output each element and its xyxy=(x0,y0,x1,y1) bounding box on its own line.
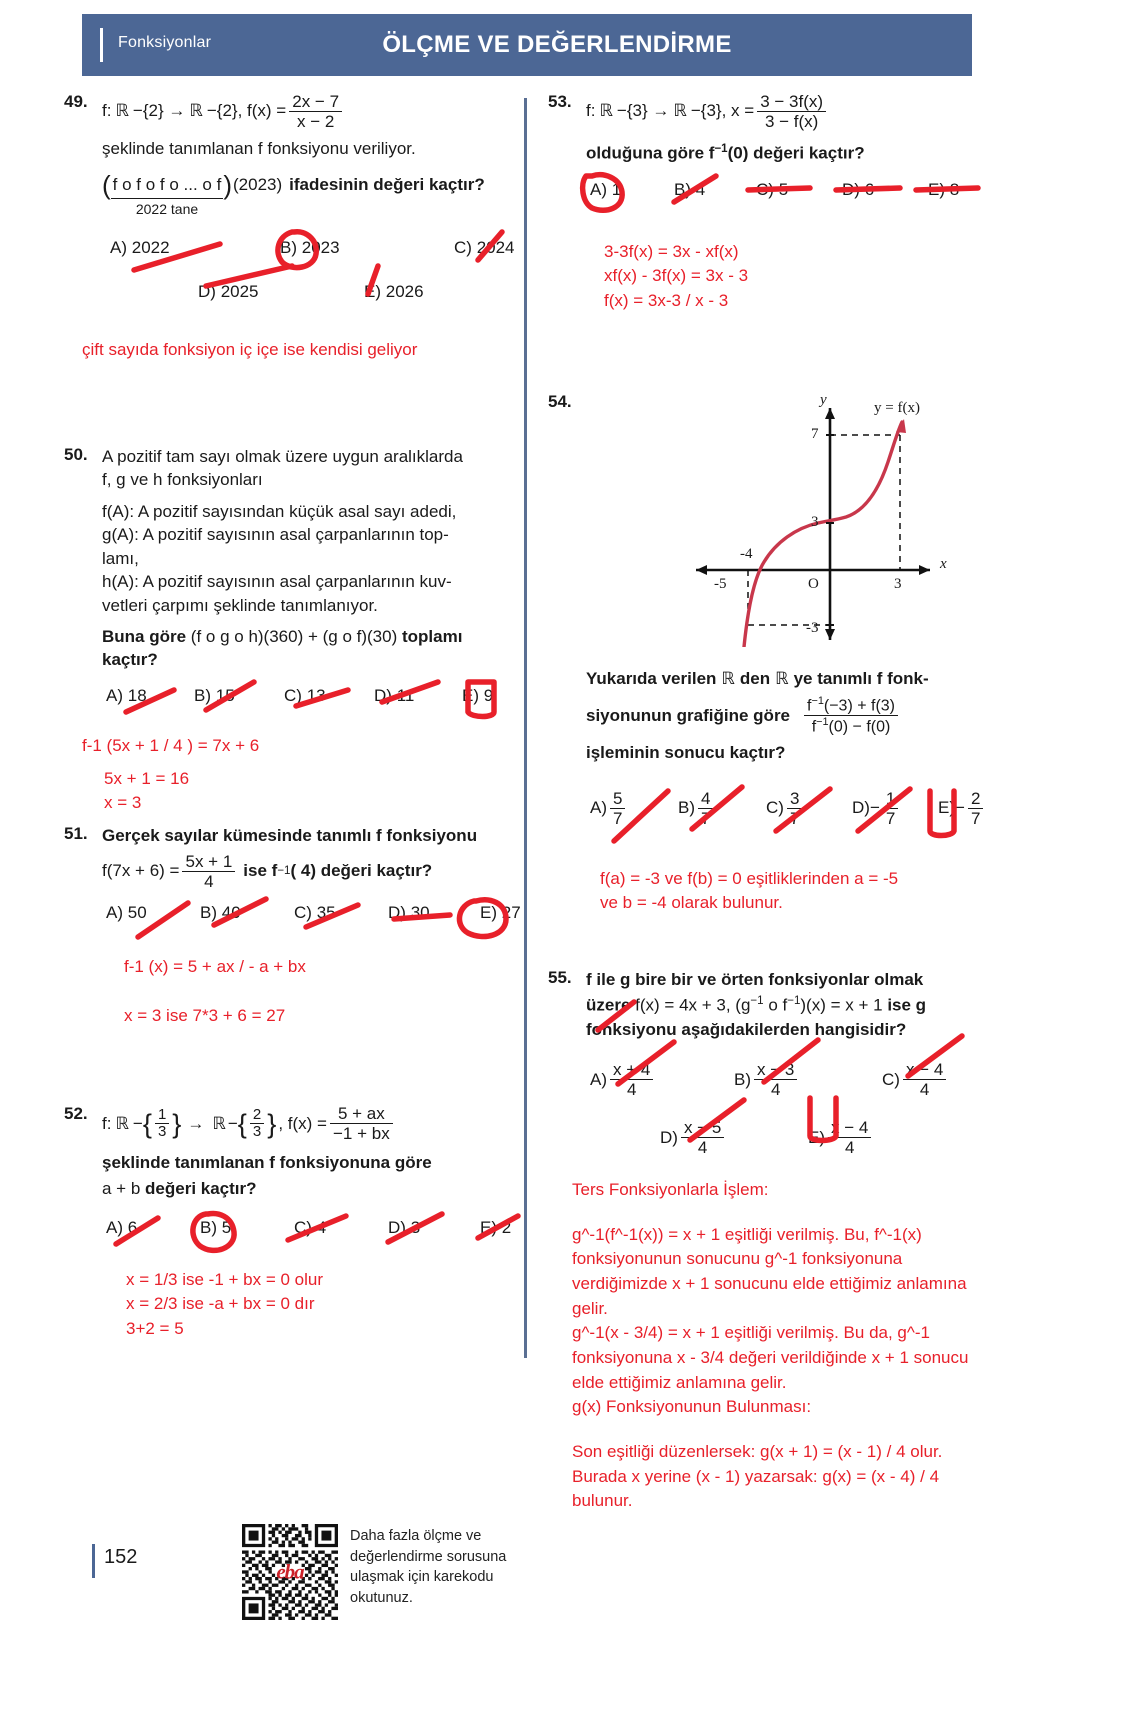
q55-f-inverse-exponent: −1 xyxy=(787,995,801,1008)
q55-option-c-letter: C) xyxy=(882,1069,900,1089)
q51-fraction xyxy=(182,852,235,891)
graph-tick-label-y7: 7 xyxy=(811,425,819,442)
q54-option-c-num: 3 xyxy=(789,788,800,808)
real-set-symbol: ℝ xyxy=(775,668,789,688)
q55-option-e-fraction xyxy=(828,1118,871,1157)
q52-line3-ask: değeri kaçtır? xyxy=(145,1179,257,1199)
q54-option-e-fraction xyxy=(968,789,983,828)
function-graph-54 xyxy=(678,392,978,647)
q49-fraction-denominator: x − 2 xyxy=(289,111,342,131)
q50-option-c-value: 13 xyxy=(306,685,326,705)
q49-option-c-value: 2024 xyxy=(476,238,515,258)
real-set-symbol: ℝ xyxy=(599,101,613,121)
q53-option-d[interactable] xyxy=(842,178,874,202)
q52-line1-part2: − xyxy=(132,1113,143,1133)
q50-handwritten-line2: 5x + 1 = 16 xyxy=(104,768,190,788)
q49-option-b-letter: B) xyxy=(280,238,297,258)
q55-hand-line-5: g^-1(x - 3/4) = x + 1 eşitliği verilmiş. Bu da, g^-1 xyxy=(572,1323,930,1343)
q52-set2-numerator: 2 xyxy=(252,1105,262,1123)
q55-option-d-den: 4 xyxy=(681,1137,724,1157)
q52-option-b[interactable] xyxy=(200,1216,231,1240)
q55-option-e[interactable] xyxy=(808,1118,874,1157)
q52-arrow: → xyxy=(187,1113,205,1133)
q54-handwritten-line2: ve b = -4 olarak bulunur. xyxy=(600,893,783,913)
q55-option-d-letter: D) xyxy=(660,1127,678,1147)
q51-option-a[interactable] xyxy=(106,901,147,925)
eba-logo: eba xyxy=(276,1559,304,1584)
q49-option-c-letter: C) xyxy=(454,238,472,258)
q53-line1-part3: −{3}, x = xyxy=(690,101,755,121)
q53-ask-part1: olduğuna göre f xyxy=(586,143,715,163)
q55-hand-line-3: verdiğimizde x + 1 sonucunu elde ettiğimiz anlamına xyxy=(572,1274,967,1294)
q55-line3: fonksiyonu aşağıdakilerden hangisidir? xyxy=(586,1020,907,1040)
question-50-number: 50. xyxy=(64,444,88,464)
question-55-number: 55. xyxy=(548,968,572,988)
q55-line2-fx: f(x) = 4x + 3, (g xyxy=(635,995,751,1015)
q51-eq-right-a: ise f xyxy=(243,861,278,881)
q51-inverse-exponent: −1 xyxy=(277,865,291,878)
q54-option-d-fraction xyxy=(883,789,898,828)
question-53 xyxy=(548,92,988,314)
q54-option-e-letter: E) xyxy=(938,798,955,818)
q54-option-e-den: 7 xyxy=(968,808,983,828)
q52-set2-fraction xyxy=(250,1107,264,1142)
question-51 xyxy=(64,824,524,1028)
graph-tick-label-yneg3: -3 xyxy=(806,619,819,636)
q50-options xyxy=(102,684,524,724)
q52-option-a-value: 6 xyxy=(127,1217,138,1237)
q53-option-b-letter: B) xyxy=(674,179,691,199)
q55-hand-line-6: fonksiyonuna x - 3/4 değeri verildiğinde x + 1 sonucu xyxy=(572,1347,969,1367)
q54-option-b-den: 7 xyxy=(698,808,713,828)
q49-line1-part2: −{2} → xyxy=(132,101,186,121)
q51-eq-right-b: ( 4) değeri kaçtır? xyxy=(290,861,433,881)
q51-option-b-letter: B) xyxy=(200,903,217,923)
q55-option-e-num: x − 4 xyxy=(831,1118,869,1138)
q50-option-e-letter: E) xyxy=(462,685,479,705)
q54-option-d-den: 7 xyxy=(883,808,898,828)
q55-option-a-num: x + 4 xyxy=(613,1060,651,1080)
q55-option-b-den: 4 xyxy=(754,1079,797,1099)
q49-composition-arg: (2023) xyxy=(233,175,283,195)
q50-line4: g(A): A pozitif sayısının asal çarpanlarının top- xyxy=(102,525,449,545)
q54-options xyxy=(586,789,988,847)
q50-line2: f, g ve h fonksiyonları xyxy=(102,470,263,490)
q50-ask-bold1: Buna göre xyxy=(102,627,187,646)
q53-option-e-letter: E) xyxy=(928,179,945,199)
q53-fraction xyxy=(757,92,826,131)
q50-option-e-value: 9 xyxy=(483,685,494,705)
q54-option-b-letter: B) xyxy=(678,798,695,818)
page-header xyxy=(82,14,972,76)
q54-num-rest: (−3) + f(3) xyxy=(823,697,896,715)
question-54 xyxy=(548,392,988,916)
q49-fraction-numerator: 2x − 7 xyxy=(292,92,340,111)
q54-text-b: den xyxy=(739,668,771,688)
x-axis-arrow-left xyxy=(696,565,707,575)
q53-option-a-value: 1 xyxy=(611,179,622,199)
q51-option-a-value: 50 xyxy=(127,903,147,923)
q52-handwritten-line3: 3+2 = 5 xyxy=(126,1318,184,1338)
q49-composition-count: 2022 tane xyxy=(135,201,199,218)
q50-handwritten-line3: x = 3 xyxy=(104,793,142,813)
q49-option-b[interactable] xyxy=(280,236,340,260)
q54-option-e-sign: − xyxy=(955,798,965,818)
q50-option-d-letter: D) xyxy=(374,685,392,705)
q55-hand-line-7: elde ettiğimiz anlamına gelir. xyxy=(572,1372,787,1392)
q49-ask: ifadesinin değeri kaçtır? xyxy=(289,175,485,195)
q53-option-e[interactable] xyxy=(928,178,959,202)
q53-ask-part2: (0) değeri kaçtır? xyxy=(727,143,865,163)
q50-line1: A pozitif tam sayı olmak üzere uygun aralıklarda xyxy=(102,446,463,466)
q50-option-b-value: 15 xyxy=(215,685,235,705)
q55-line2-ise-g: ise g xyxy=(887,995,927,1015)
q55-option-b-fraction xyxy=(754,1060,797,1099)
q53-option-a[interactable] xyxy=(590,178,621,202)
q55-option-a-letter: A) xyxy=(590,1069,607,1089)
q54-option-b-num: 4 xyxy=(701,788,711,808)
q53-options xyxy=(586,178,988,218)
q53-option-b[interactable] xyxy=(674,178,705,202)
q55-handwritten-title: Ters Fonksiyonlarla İşlem: xyxy=(572,1180,769,1200)
graph-tick-label-xneg4: -4 xyxy=(740,545,753,562)
q51-option-d[interactable] xyxy=(388,901,430,925)
q54-expression-fraction xyxy=(804,695,898,736)
q54-option-d-letter: D) xyxy=(852,798,870,818)
q52-line1-part5: , f(x) = xyxy=(278,1113,327,1133)
q49-composition-expr: f o f o f o ... o f xyxy=(111,173,224,199)
q51-options xyxy=(102,901,524,941)
q55-option-b[interactable] xyxy=(734,1060,800,1099)
q49-option-e[interactable] xyxy=(364,280,424,304)
graph-tick-label-x3: 3 xyxy=(894,575,902,592)
q55-g-inverse-exponent: −1 xyxy=(750,995,764,1008)
qr-code-caption: Daha fazla ölçme ve değerlendirme sorusuna ulaşmak için karekodu okutunuz. xyxy=(350,1528,507,1606)
q54-den-rest: (0) − f(0) xyxy=(828,718,891,736)
q50-handwritten-line1: f-1 (5x + 1 / 4 ) = 7x + 6 xyxy=(82,735,260,755)
q49-options xyxy=(102,236,524,322)
graph-tick-label-y3: 3 xyxy=(811,513,819,530)
q52-line3-math: a + b xyxy=(102,1179,141,1199)
q51-option-b-value: 40 xyxy=(221,903,241,923)
q54-option-a-den: 7 xyxy=(610,808,625,828)
q54-text-e: işleminin sonucu kaçtır? xyxy=(586,742,786,762)
graph-tick-label-xneg5: -5 xyxy=(714,575,727,592)
q50-option-a-value: 18 xyxy=(127,685,147,705)
q49-composition xyxy=(111,173,224,220)
q50-ask-bold2: toplamı xyxy=(401,627,463,646)
q55-hand-line-1: g^-1(f^-1(x)) = x + 1 eşitliği verilmiş. Bu, f^-1(x) xyxy=(572,1224,922,1244)
real-set-symbol: ℝ xyxy=(189,101,203,121)
q53-option-a-letter: A) xyxy=(590,179,607,199)
q55-option-c-num: x − 4 xyxy=(905,1060,944,1080)
real-set-symbol: ℝ xyxy=(212,1113,226,1133)
q52-set2-denominator: 3 xyxy=(250,1123,264,1141)
q50-ask-math: (f o g o h)(360) + (g o f)(30) xyxy=(190,627,398,646)
q52-fraction-denominator: −1 + bx xyxy=(330,1123,393,1143)
graph-y-axis-label: y xyxy=(820,391,827,408)
q49-option-c[interactable] xyxy=(454,236,515,260)
q54-option-a-fraction xyxy=(610,789,625,828)
q51-fraction-numerator: 5x + 1 xyxy=(185,851,233,871)
q55-handwritten-block1 xyxy=(572,1223,988,1420)
q55-hand2-line-1: Son eşitliği düzenlersek: g(x + 1) = (x - 1) / 4 olur. xyxy=(572,1441,943,1461)
q50-option-a[interactable] xyxy=(106,684,147,707)
q49-close-paren: ) xyxy=(223,170,233,201)
q52-options xyxy=(102,1216,524,1256)
q52-set1-fraction xyxy=(155,1107,169,1142)
q50-option-b-letter: B) xyxy=(194,685,211,705)
q49-line1-part1: f: xyxy=(102,101,112,121)
q54-option-a[interactable] xyxy=(590,789,628,828)
q51-option-e[interactable] xyxy=(480,901,521,925)
q49-option-d-value: 2025 xyxy=(220,282,259,302)
q53-option-d-letter: D) xyxy=(842,179,860,199)
q51-option-b[interactable] xyxy=(200,901,241,925)
q49-option-a-value: 2022 xyxy=(131,238,170,258)
column-divider xyxy=(524,98,527,1358)
q53-option-e-value: 8 xyxy=(949,179,960,199)
q54-option-a-letter: A) xyxy=(590,798,607,818)
q55-option-c-den: 4 xyxy=(903,1079,946,1099)
question-51-number: 51. xyxy=(64,823,88,843)
q50-ask-bold3: kaçtır? xyxy=(102,650,158,670)
q52-option-b-value: 5 xyxy=(221,1217,232,1237)
question-49 xyxy=(64,92,524,363)
real-set-symbol: ℝ xyxy=(115,1113,129,1133)
q54-option-d[interactable] xyxy=(852,789,901,828)
q51-handwritten-line2: x = 3 ise 7*3 + 6 = 27 xyxy=(124,1005,286,1025)
q52-set1-denominator: 3 xyxy=(155,1123,169,1141)
q55-line2-rest: )(x) = x + 1 xyxy=(800,995,883,1015)
qr-code[interactable] xyxy=(242,1524,338,1620)
q53-option-d-value: 6 xyxy=(864,179,875,199)
q54-option-c-letter: C) xyxy=(766,798,784,818)
function-curve xyxy=(744,422,902,647)
q55-option-a[interactable] xyxy=(590,1060,656,1099)
q51-option-c-value: 35 xyxy=(316,903,336,923)
q49-option-e-value: 2026 xyxy=(385,282,424,302)
q52-option-c[interactable] xyxy=(294,1216,326,1240)
q52-fraction xyxy=(330,1104,393,1143)
q54-num-f: f xyxy=(807,697,812,715)
q54-text-d: siyonunun grafiğine göre xyxy=(586,705,791,725)
q49-option-a[interactable] xyxy=(110,236,170,260)
q52-option-e-letter: E) xyxy=(480,1217,497,1237)
q54-option-c-fraction xyxy=(787,789,802,828)
q54-option-d-num: 1 xyxy=(885,788,896,808)
q55-option-d-fraction xyxy=(681,1118,724,1157)
q52-line2: şeklinde tanımlanan f fonksiyonuna göre xyxy=(102,1153,432,1173)
graph-curve-label: y = f(x) xyxy=(874,399,920,416)
q53-option-c-letter: C) xyxy=(756,179,774,199)
q49-open-paren: ( xyxy=(102,170,111,201)
q55-option-d[interactable] xyxy=(660,1118,727,1157)
q51-option-c-letter: C) xyxy=(294,903,312,923)
q52-option-d-letter: D) xyxy=(388,1217,406,1237)
question-52: 52. f: ℝ − { $\frac{1}{3}$ } → ℝ − { $\frac{2}{3}$ } , f(x) = $\frac{5 + ax}{-1 + bx}$ şeklinde tanımlanan f fonksiyonuna göre a + b değeri kaçtır? A) 6 B) 5 C) 4 D) 3 E) 2 x = 1/3 ise -1 + bx = 0 olur x = 2/3 ise -a + bx = 0 dır 3+2 = 5 xyxy=(64,1104,524,1341)
q55-handwritten-block2 xyxy=(572,1440,988,1514)
page-number: 152 xyxy=(104,1546,138,1568)
page-number-bar xyxy=(92,1544,95,1578)
graph-x-axis-label: x xyxy=(940,555,947,572)
q55-option-b-letter: B) xyxy=(734,1069,751,1089)
q51-option-c[interactable] xyxy=(294,901,336,925)
q51-option-d-value: 30 xyxy=(410,903,430,923)
q51-option-d-letter: D) xyxy=(388,903,406,923)
y-axis-arrow-down xyxy=(825,629,835,640)
q52-line1-part4: − xyxy=(227,1113,238,1133)
q51-fraction-denominator: 4 xyxy=(182,871,235,891)
q53-line1-part1: f: xyxy=(586,101,596,121)
q53-option-c[interactable] xyxy=(756,178,788,202)
question-54-number: 54. xyxy=(548,391,572,411)
q53-fraction-denominator: 3 − f(x) xyxy=(757,111,826,131)
q55-option-d-num: x − 5 xyxy=(683,1118,722,1138)
graph-guidelines xyxy=(748,435,900,625)
q49-option-a-letter: A) xyxy=(110,238,127,258)
q54-text-c: ye tanımlı f fonk- xyxy=(793,668,929,688)
q52-option-e[interactable] xyxy=(480,1216,511,1240)
page-footer xyxy=(92,1524,522,1634)
q50-option-c[interactable] xyxy=(284,684,326,707)
q51-line1: Gerçek sayılar kümesinde tanımlı f fonksiyonu xyxy=(102,825,478,845)
q55-option-b-num: x − 3 xyxy=(757,1060,795,1080)
q54-expression-denominator xyxy=(804,715,898,736)
q55-option-e-den: 4 xyxy=(828,1137,871,1157)
q52-option-a-letter: A) xyxy=(106,1217,123,1237)
q54-option-b[interactable] xyxy=(678,789,716,828)
q52-option-c-letter: C) xyxy=(294,1217,312,1237)
question-50 xyxy=(64,445,524,816)
real-set-symbol: ℝ xyxy=(721,668,735,688)
real-set-symbol: ℝ xyxy=(673,101,687,121)
q51-option-e-letter: E) xyxy=(480,903,497,923)
q49-option-b-value: 2023 xyxy=(301,238,340,258)
q50-option-a-letter: A) xyxy=(106,685,123,705)
q49-option-e-letter: E) xyxy=(364,282,381,302)
q54-text-a: Yukarıda verilen xyxy=(586,668,717,688)
q53-option-c-value: 5 xyxy=(778,179,789,199)
graph-origin-label: O xyxy=(808,575,819,592)
q52-option-e-value: 2 xyxy=(501,1217,512,1237)
q53-handwritten-line2: xf(x) - 3f(x) = 3x - 3 xyxy=(604,266,749,286)
q51-eq-left: f(7x + 6) = xyxy=(102,861,180,881)
q53-fraction-numerator: 3 − 3f(x) xyxy=(760,92,824,111)
header-chapter-label: Fonksiyonlar xyxy=(118,34,212,51)
q54-option-e[interactable] xyxy=(938,789,986,828)
q50-option-d[interactable] xyxy=(374,684,414,707)
real-set-symbol: ℝ xyxy=(115,101,129,121)
q55-options xyxy=(586,1060,988,1170)
q54-option-d-sign: − xyxy=(869,798,880,818)
right-column xyxy=(548,92,988,1518)
q51-option-e-value: 27 xyxy=(501,903,521,923)
q52-line1-part1: f: xyxy=(102,1113,112,1133)
q50-line6: h(A): A pozitif sayısının asal çarpanlarının kuv- xyxy=(102,572,452,592)
q50-option-e[interactable] xyxy=(462,684,493,707)
q55-hand-line-8: g(x) Fonksiyonunun Bulunması: xyxy=(572,1397,812,1417)
q55-option-e-letter: E) xyxy=(808,1127,825,1147)
q52-fraction-numerator: 5 + ax xyxy=(337,1104,385,1124)
q50-line7: vetleri çarpımı şeklinde tanımlanıyor. xyxy=(102,595,378,615)
q55-hand2-line-2: Burada x yerine (x - 1) yazarsak: g(x) = (x - 4) / 4 xyxy=(572,1466,940,1486)
q50-option-d-value: 11 xyxy=(396,685,415,705)
question-55 xyxy=(548,968,988,1514)
q54-option-c[interactable] xyxy=(766,789,805,828)
q55-line2-uzere: üzere xyxy=(586,995,631,1015)
q50-line3: f(A): A pozitif sayısından küçük asal sayı adedi, xyxy=(102,501,457,521)
q53-inverse-exponent: −1 xyxy=(714,143,728,156)
q51-handwritten-line1: f-1 (x) = 5 + ax / - a + bx xyxy=(124,957,306,977)
question-52-number: 52. xyxy=(64,1104,88,1124)
q50-option-b[interactable] xyxy=(194,684,235,707)
q55-hand-line-4: gelir. xyxy=(572,1298,608,1318)
q55-hand2-line-3: bulunur. xyxy=(572,1491,633,1511)
q50-option-c-letter: C) xyxy=(284,685,302,705)
q52-option-d[interactable] xyxy=(388,1216,420,1240)
q52-set1-numerator: 1 xyxy=(157,1105,167,1123)
q55-option-a-den: 4 xyxy=(610,1079,653,1099)
q49-fraction xyxy=(289,92,342,131)
q54-option-e-num: 2 xyxy=(970,788,981,808)
q54-option-b-fraction xyxy=(698,789,713,828)
q54-option-c-den: 7 xyxy=(787,808,802,828)
x-axis-arrow xyxy=(919,565,930,575)
q52-option-a[interactable] xyxy=(106,1216,137,1240)
q53-option-b-value: 4 xyxy=(695,179,706,199)
q52-handwritten-line1: x = 1/3 ise -1 + bx = 0 olur xyxy=(126,1269,324,1289)
q53-handwritten-line1: 3-3f(x) = 3x - xf(x) xyxy=(604,241,739,261)
q55-option-c-fraction xyxy=(903,1060,946,1099)
q51-option-a-letter: A) xyxy=(106,903,123,923)
q52-option-d-value: 3 xyxy=(410,1217,421,1237)
q54-den-f: f xyxy=(811,718,817,736)
q54-handwritten-line1: f(a) = -3 ve f(b) = 0 eşitliklerinden a = -5 xyxy=(600,868,899,888)
q53-handwritten-line3: f(x) = 3x-3 / x - 3 xyxy=(604,291,729,311)
q49-option-d-letter: D) xyxy=(198,282,216,302)
q55-option-a-fraction xyxy=(610,1060,653,1099)
q50-line5: lamı, xyxy=(102,548,139,568)
q55-hand-line-2: fonksiyonunun sonucunu g^-1 fonksiyonuna xyxy=(572,1249,903,1269)
q52-option-b-letter: B) xyxy=(200,1217,217,1237)
left-column xyxy=(64,92,524,1346)
q54-expression-numerator xyxy=(804,695,898,715)
q55-line2-of: o f xyxy=(763,995,788,1015)
question-53-number: 53. xyxy=(548,92,572,111)
q49-line2: şeklinde tanımlanan f fonksiyonu veriliyor. xyxy=(102,139,416,159)
q54-num-inverse: −1 xyxy=(811,695,824,708)
q49-handwritten-note: çift sayıda fonksiyon iç içe ise kendisi geliyor xyxy=(82,340,418,360)
q54-den-inverse: −1 xyxy=(816,716,829,729)
page-title: ÖLÇME VE DEĞERLENDİRME xyxy=(382,31,732,58)
q49-option-d[interactable] xyxy=(198,280,259,304)
q52-option-c-value: 4 xyxy=(316,1217,327,1237)
question-49-number: 49. xyxy=(64,92,88,111)
q54-option-a-num: 5 xyxy=(613,788,623,808)
q53-line1-part2: −{3} → xyxy=(616,101,670,121)
q55-line1: f ile g bire bir ve örten fonksiyonlar olmak xyxy=(586,970,924,990)
graph-canvas xyxy=(678,392,978,647)
q55-option-c[interactable] xyxy=(882,1060,949,1099)
q52-handwritten-line2: x = 2/3 ise -a + bx = 0 dır xyxy=(126,1294,315,1314)
q49-line1-part3: −{2}, f(x) = xyxy=(206,101,287,121)
